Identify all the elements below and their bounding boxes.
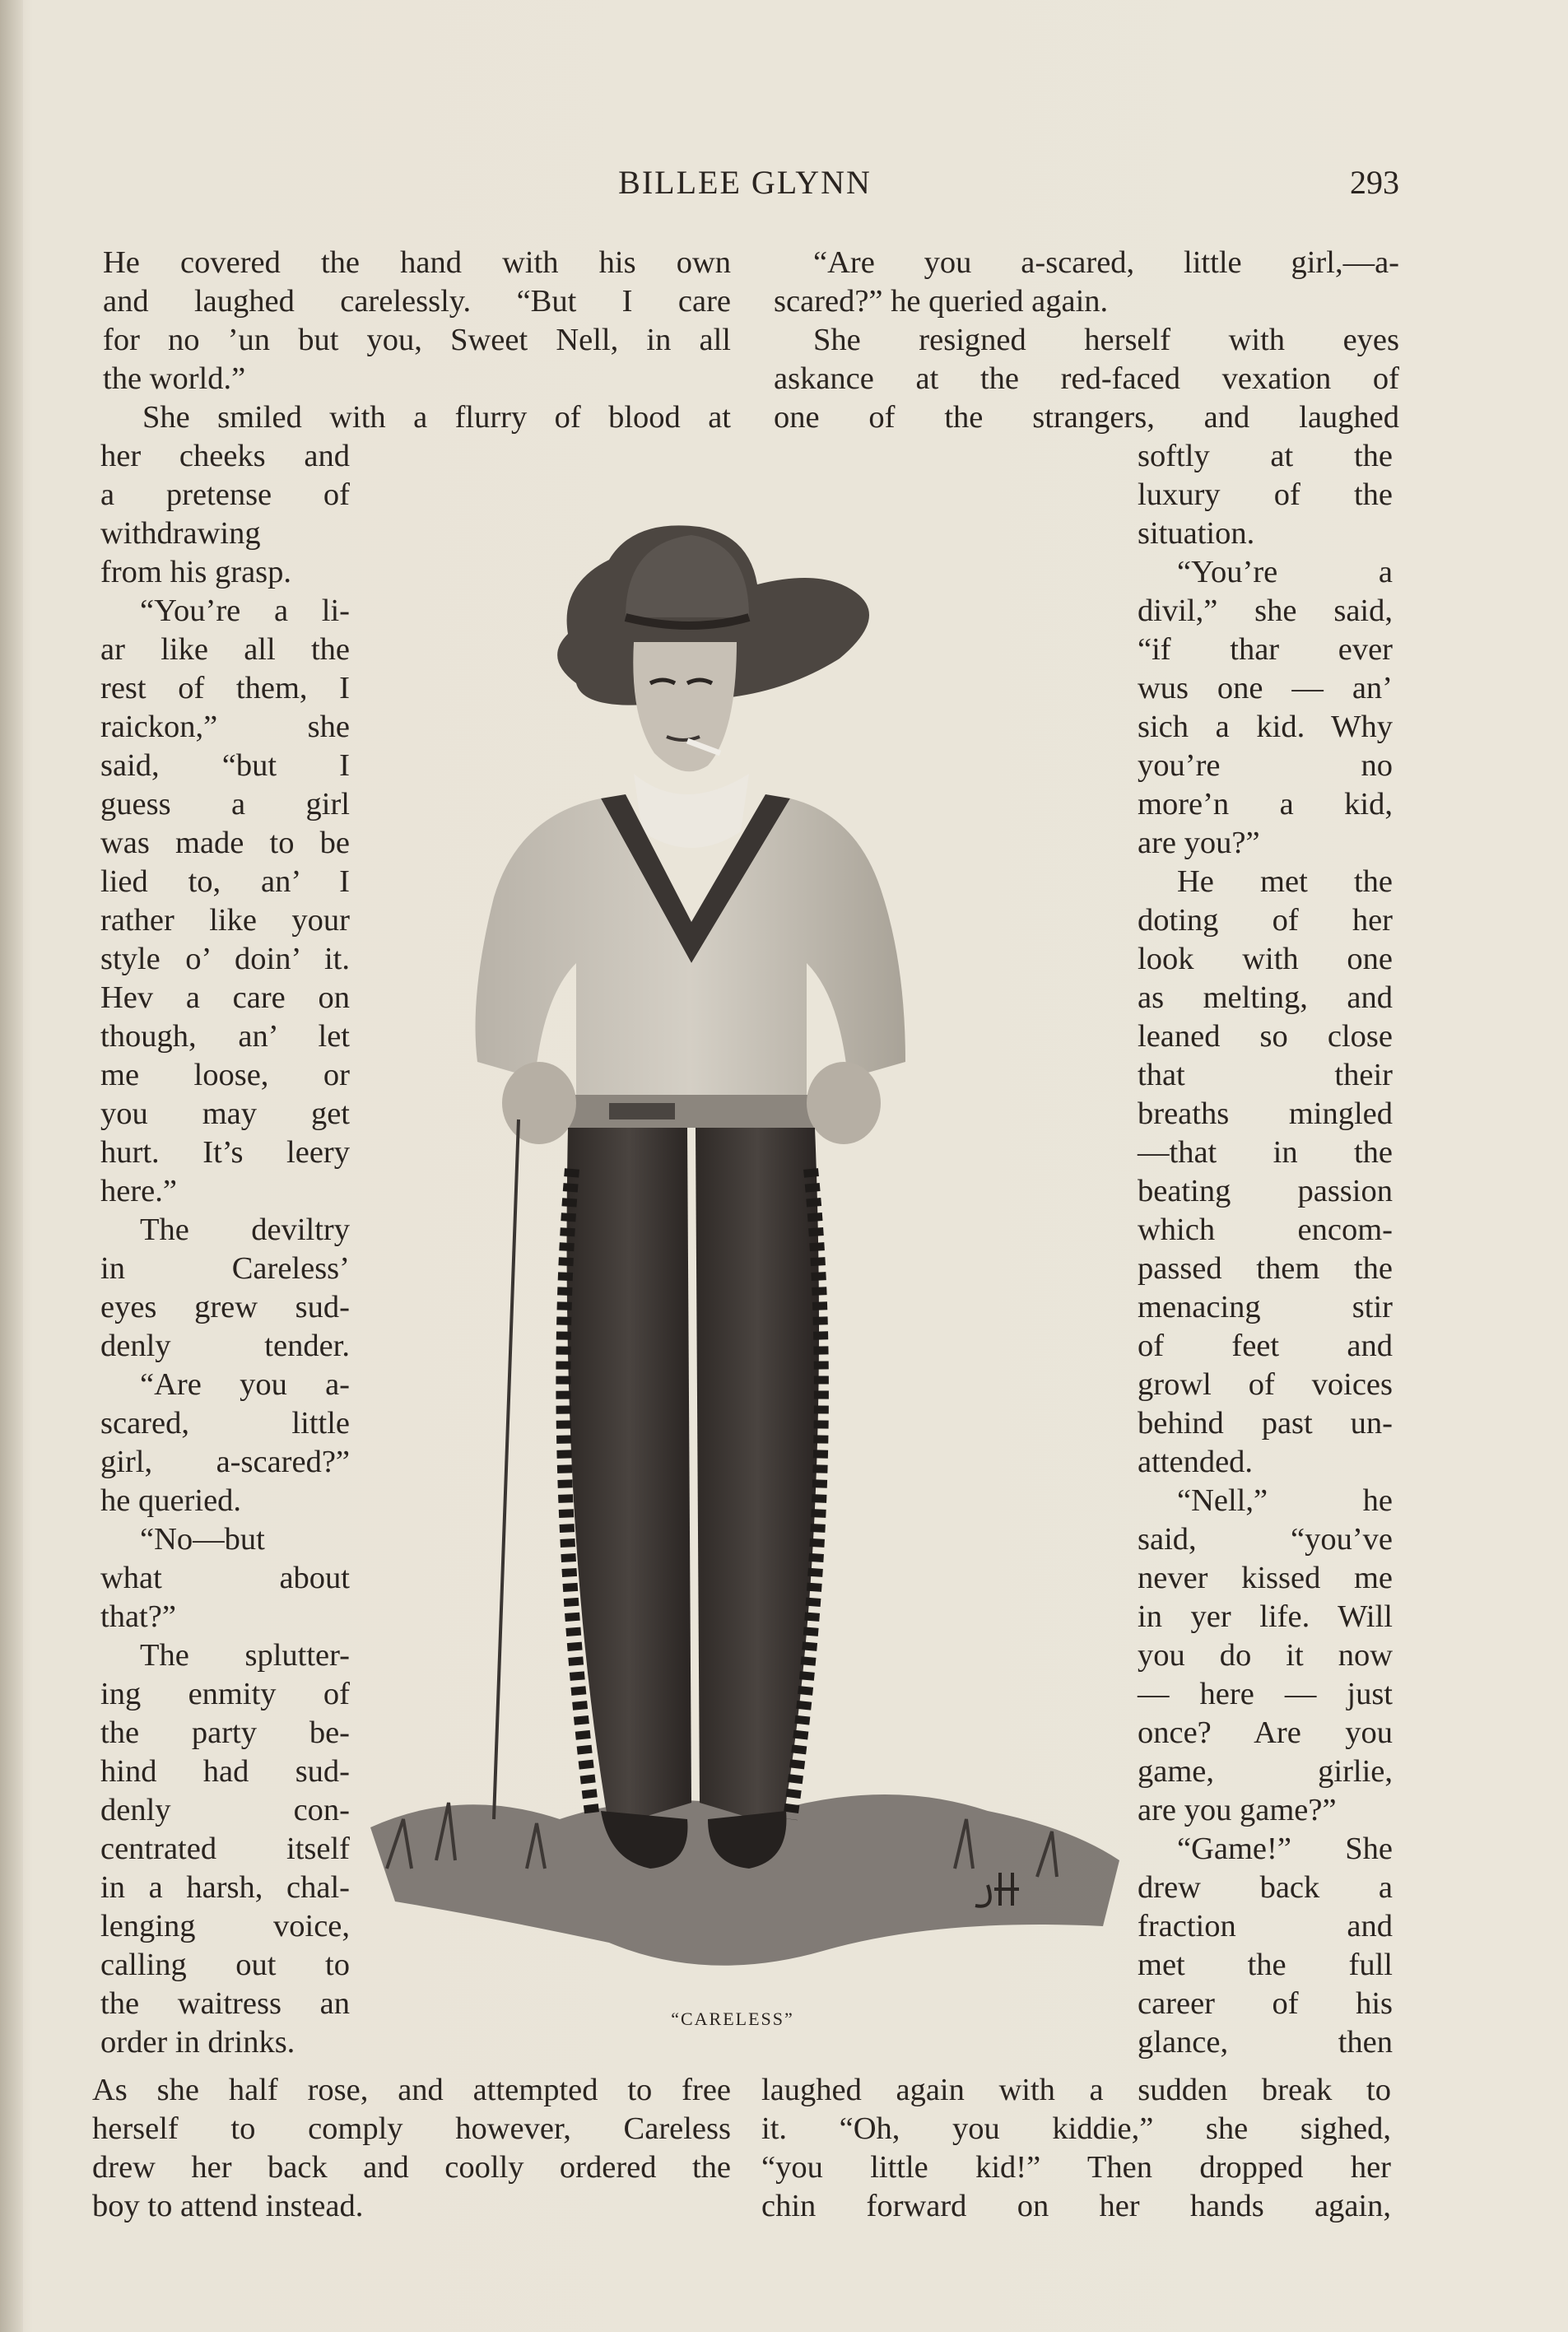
left-narrow-line-20: here.” bbox=[100, 1174, 177, 1208]
right-narrow-line-38: drew back a bbox=[1138, 1870, 1393, 1905]
right-narrow-line-34: once? Are you bbox=[1138, 1715, 1393, 1750]
left-narrow-line-15: Hev a care on bbox=[100, 980, 350, 1015]
right-narrow-line-1: softly at the bbox=[1138, 439, 1393, 473]
right-narrow-line-12: He met the bbox=[1177, 864, 1393, 899]
left-narrow-line-14: style o’ doin’ it. bbox=[100, 942, 350, 976]
left-narrow-line-3: withdrawing bbox=[100, 516, 261, 551]
page-number: 293 bbox=[1350, 164, 1399, 201]
right-narrow-line-35: game, girlie, bbox=[1138, 1754, 1393, 1789]
left-narrow-line-16: though, an’ let bbox=[100, 1019, 350, 1054]
left-narrow-line-33: ing enmity of bbox=[100, 1677, 350, 1711]
left-narrow-line-39: lenging voice, bbox=[100, 1909, 350, 1943]
right-narrow-line-6: “if thar ever bbox=[1138, 632, 1393, 667]
left-narrow-line-27: girl, a-scared?” bbox=[100, 1445, 350, 1479]
right-line-5: one of the strangers, and laughed bbox=[774, 400, 1399, 435]
left-narrow-line-10: guess a girl bbox=[100, 787, 350, 822]
left-line-5: She smiled with a flurry of blood at bbox=[142, 400, 731, 435]
left-narrow-line-13: rather like your bbox=[100, 903, 350, 938]
right-narrow-line-11: are you?” bbox=[1138, 826, 1260, 860]
left-narrow-line-17: me loose, or bbox=[100, 1058, 350, 1092]
right-narrow-line-42: glance, then bbox=[1138, 2025, 1393, 2060]
right-line-1: “Are you a-scared, little girl,—a- bbox=[813, 245, 1399, 280]
left-narrow-line-30: what about bbox=[100, 1561, 350, 1595]
left-narrow-line-22: in Careless’ bbox=[100, 1251, 350, 1286]
cowboy-illustration bbox=[362, 469, 1128, 2017]
left-narrow-line-5: “You’re a li- bbox=[140, 593, 350, 628]
right-narrow-line-27: attended. bbox=[1138, 1445, 1254, 1479]
left-bottom-line-4: boy to attend instead. bbox=[92, 2189, 364, 2223]
left-bottom-line-3: drew her back and coolly ordered the bbox=[92, 2150, 731, 2185]
left-narrow-line-42: order in drinks. bbox=[100, 2025, 295, 2060]
right-narrow-line-36: are you game?” bbox=[1138, 1793, 1337, 1827]
right-narrow-line-19: —that in the bbox=[1138, 1135, 1393, 1170]
right-narrow-line-9: you’re no bbox=[1138, 748, 1393, 783]
right-bottom-line-1: laughed again with a sudden break to bbox=[761, 2073, 1391, 2107]
right-narrow-line-21: which encom- bbox=[1138, 1213, 1393, 1247]
left-narrow-line-18: you may get bbox=[100, 1096, 350, 1131]
right-line-4: askance at the red-faced vexation of bbox=[774, 361, 1399, 396]
right-line-3: She resigned herself with eyes bbox=[813, 323, 1399, 357]
left-narrow-line-1: her cheeks and bbox=[100, 439, 350, 473]
right-narrow-line-24: of feet and bbox=[1138, 1329, 1393, 1363]
left-narrow-line-25: “Are you a- bbox=[140, 1367, 350, 1402]
left-narrow-line-37: centrated itself bbox=[100, 1832, 350, 1866]
left-bottom-line-1: As she half rose, and attempted to free bbox=[92, 2073, 731, 2107]
left-narrow-line-23: eyes grew sud- bbox=[100, 1290, 350, 1324]
left-narrow-line-40: calling out to bbox=[100, 1948, 350, 1982]
right-narrow-line-28: “Nell,” he bbox=[1177, 1483, 1393, 1518]
cowboy-chaps bbox=[563, 1128, 821, 1827]
right-narrow-line-40: met the full bbox=[1138, 1948, 1393, 1982]
right-narrow-line-2: luxury of the bbox=[1138, 477, 1393, 512]
left-narrow-line-6: ar like all the bbox=[100, 632, 350, 667]
right-narrow-line-22: passed them the bbox=[1138, 1251, 1393, 1286]
left-line-4: the world.” bbox=[103, 361, 246, 396]
right-bottom-line-3: “you little kid!” Then dropped her bbox=[761, 2150, 1391, 2185]
right-narrow-line-15: as melting, and bbox=[1138, 980, 1393, 1015]
right-narrow-line-7: wus one — an’ bbox=[1138, 671, 1393, 705]
right-narrow-line-3: situation. bbox=[1138, 516, 1255, 551]
cowboy-face bbox=[633, 642, 737, 771]
left-line-2: and laughed carelessly. “But I care bbox=[103, 284, 731, 319]
left-narrow-line-12: lied to, an’ I bbox=[100, 864, 350, 899]
right-narrow-line-39: fraction and bbox=[1138, 1909, 1393, 1943]
illustration-caption: “CARELESS” bbox=[671, 2008, 794, 2029]
right-bottom-line-4: chin forward on her hands again, bbox=[761, 2189, 1391, 2223]
left-narrow-line-35: hind had sud- bbox=[100, 1754, 350, 1789]
left-narrow-line-41: the waitress an bbox=[100, 1986, 350, 2021]
running-title: BILLEE GLYNN bbox=[618, 164, 872, 201]
right-narrow-line-33: — here — just bbox=[1138, 1677, 1393, 1711]
right-narrow-line-41: career of his bbox=[1138, 1986, 1393, 2021]
left-narrow-line-34: the party be- bbox=[100, 1715, 350, 1750]
right-narrow-line-5: divil,” she said, bbox=[1138, 593, 1393, 628]
left-narrow-line-36: denly con- bbox=[100, 1793, 350, 1827]
right-line-2: scared?” he queried again. bbox=[774, 284, 1109, 319]
right-narrow-line-14: look with one bbox=[1138, 942, 1393, 976]
right-narrow-line-18: breaths mingled bbox=[1138, 1096, 1393, 1131]
left-narrow-line-4: from his grasp. bbox=[100, 555, 292, 589]
left-narrow-line-7: rest of them, I bbox=[100, 671, 350, 705]
right-narrow-line-13: doting of her bbox=[1138, 903, 1393, 938]
right-narrow-line-23: menacing stir bbox=[1138, 1290, 1393, 1324]
binding-gutter bbox=[0, 0, 23, 2332]
left-narrow-line-26: scared, little bbox=[100, 1406, 350, 1441]
right-narrow-line-30: never kissed me bbox=[1138, 1561, 1393, 1595]
left-narrow-line-9: said, “but I bbox=[100, 748, 350, 783]
right-bottom-line-2: it. “Oh, you kiddie,” she sighed, bbox=[761, 2111, 1391, 2146]
left-narrow-line-11: was made to be bbox=[100, 826, 350, 860]
left-narrow-line-32: The splutter- bbox=[140, 1638, 350, 1673]
left-narrow-line-2: a pretense of bbox=[100, 477, 350, 512]
left-narrow-line-28: he queried. bbox=[100, 1483, 242, 1518]
left-narrow-line-38: in a harsh, chal- bbox=[100, 1870, 350, 1905]
right-narrow-line-8: sich a kid. Why bbox=[1138, 710, 1393, 744]
right-narrow-line-31: in yer life. Will bbox=[1138, 1599, 1393, 1634]
left-narrow-line-19: hurt. It’s leery bbox=[100, 1135, 350, 1170]
right-narrow-line-20: beating passion bbox=[1138, 1174, 1393, 1208]
right-narrow-line-29: said, “you’ve bbox=[1138, 1522, 1393, 1557]
right-narrow-line-37: “Game!” She bbox=[1177, 1832, 1393, 1866]
page-header bbox=[91, 163, 1399, 212]
right-narrow-line-26: behind past un- bbox=[1138, 1406, 1393, 1441]
right-narrow-line-17: that their bbox=[1138, 1058, 1393, 1092]
left-line-1: He covered the hand with his own bbox=[103, 245, 731, 280]
left-narrow-line-31: that?” bbox=[100, 1599, 176, 1634]
right-narrow-line-16: leaned so close bbox=[1138, 1019, 1393, 1054]
left-bottom-line-2: herself to comply however, Careless bbox=[92, 2111, 731, 2146]
left-narrow-line-29: “No—but bbox=[140, 1522, 265, 1557]
left-narrow-line-21: The deviltry bbox=[140, 1213, 350, 1247]
left-line-3: for no ’un but you, Sweet Nell, in all bbox=[103, 323, 731, 357]
left-narrow-line-24: denly tender. bbox=[100, 1329, 350, 1363]
right-narrow-line-25: growl of voices bbox=[1138, 1367, 1393, 1402]
right-narrow-line-10: more’n a kid, bbox=[1138, 787, 1393, 822]
left-narrow-line-8: raickon,” she bbox=[100, 710, 350, 744]
right-narrow-line-4: “You’re a bbox=[1177, 555, 1393, 589]
right-narrow-line-32: you do it now bbox=[1138, 1638, 1393, 1673]
